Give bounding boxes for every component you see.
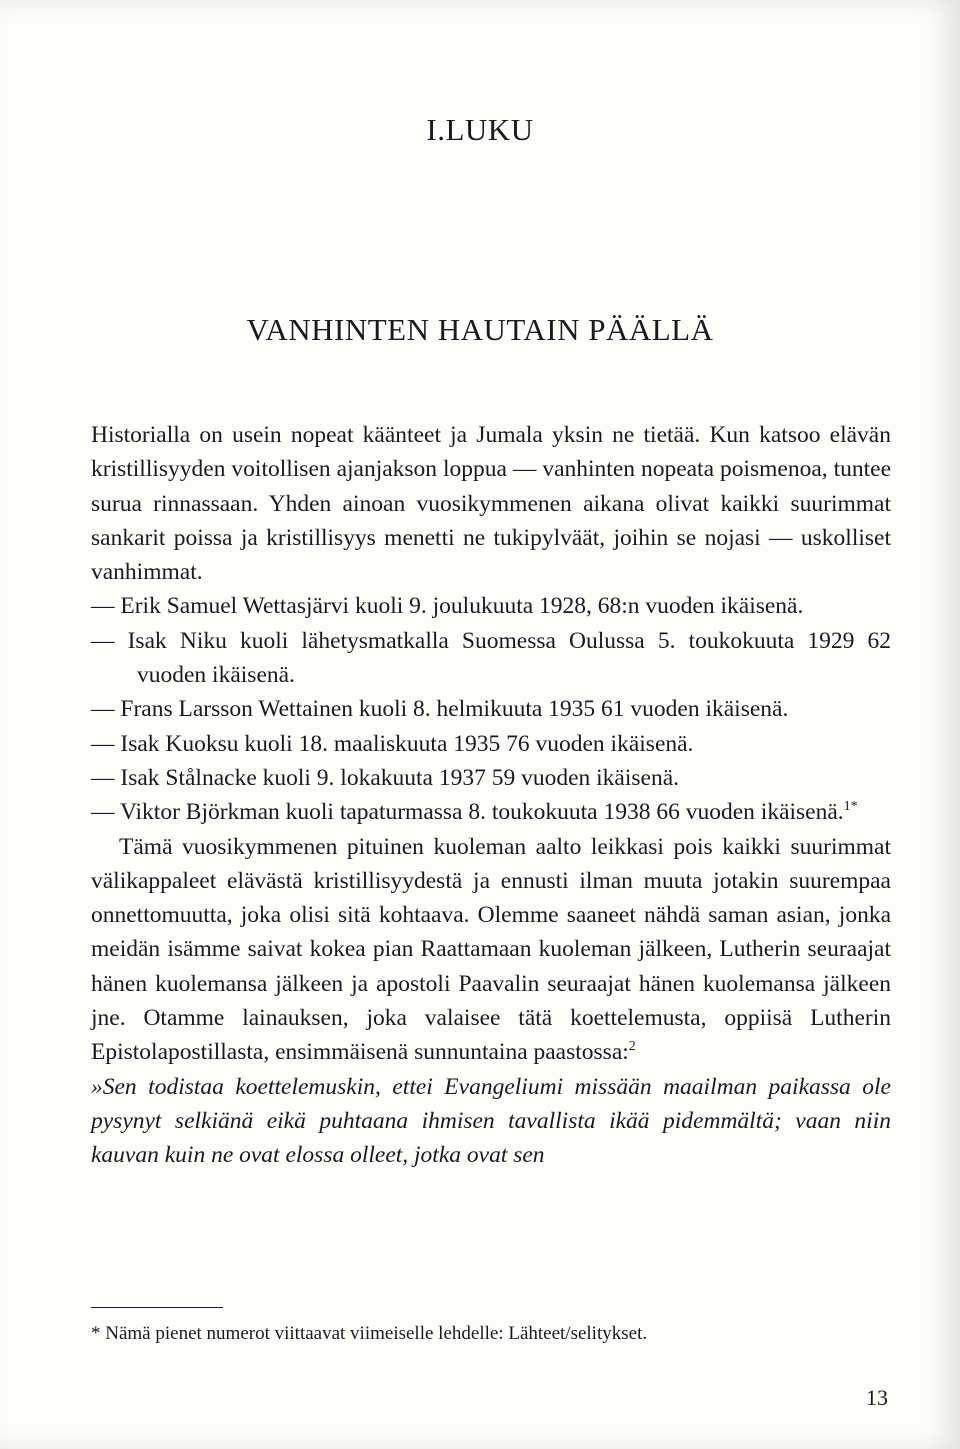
section-title: VANHINTEN HAUTAIN PÄÄLLÄ [246, 312, 714, 347]
intro-paragraph: Historialla on usein nopeat käänteet ja Jumala yksin ne tietää. Kun katsoo elävän kristillisyyden voitollisen ajanjakson loppua — vanhinten nopeata poismenoa, tuntee surua rinnassaan. Yhden ainoan vuosikymmenen aikana olivat kaikki suurimmat sankarit poissa ja kristillisyys menetti ne tukipylväät, joihin se nojasi — uskolliset vanhimmat. [91, 422, 891, 586]
death-entry: — Isak Kuoksu kuoli 18. maaliskuuta 1935 76 vuoden ikäisenä. [91, 730, 694, 757]
quote-paragraph: »Sen todistaa koettelemuskin, ettei Evangeliumi missään maailman paikassa ole pysynyt selkiänä eikä puhtaana ihmisen tavallista ikää pidemmältä; vaan niin kauvan kuin ne ovat elossa olleet, jotka ovat sen [91, 1073, 891, 1169]
footnote: * Nämä pienet numerot viittaavat viimeiselle lehdelle: Lähteet/selitykset. [91, 1323, 648, 1344]
main-paragraph-text: Tämä vuosikymmenen pituinen kuoleman aalto leikkasi pois kaikki suurimmat välikappaleet elävästä kristillisyydestä ja ennusti ilman muuta jotakin suurempaa onnettomuutta, joka olisi sitä kohtaava. Olemme saaneet nähdä saman asian, jonka meidän isämme saivat kokea pian Raattamaan kuoleman jälkeen, Lutherin seuraajat hänen kuolemansa jälkeen ja apostoli Paavalin seuraajat hänen kuolemansa jälkeen jne. Otamme lainauksen, joka valaisee tätä koettelemusta, oppiisä Lutherin Epistolapostillasta, ensimmäisenä sunnuntaina paastossa: [91, 833, 891, 1066]
source-ref: 2 [628, 1039, 636, 1055]
death-entry-text: — Viktor Björkman kuoli tapaturmassa 8. toukokuuta 1938 66 vuoden ikäisenä. [91, 799, 844, 826]
death-entry: — Frans Larsson Wettainen kuoli 8. helmikuuta 1935 61 vuoden ikäisenä. [91, 696, 789, 723]
page-number: 13 [866, 1385, 888, 1410]
main-paragraph [91, 830, 891, 1070]
death-entry: — Isak Stålnacke kuoli 9. lokakuuta 1937 59 vuoden ikäisenä. [91, 764, 680, 791]
chapter-heading: I.LUKU [426, 112, 534, 147]
footnote-rule [91, 1307, 223, 1308]
death-entry-last [91, 795, 891, 829]
body-text [91, 418, 891, 1173]
death-entry: — Erik Samuel Wettasjärvi kuoli 9. joulukuuta 1928, 68:n vuoden ikäisenä. [91, 593, 804, 620]
death-entry: — Isak Niku kuoli lähetysmatkalla Suomessa Oulussa 5. toukokuuta 1929 62 vuoden ikäisenä. [91, 627, 891, 689]
footnote-ref: 1* [843, 799, 858, 815]
